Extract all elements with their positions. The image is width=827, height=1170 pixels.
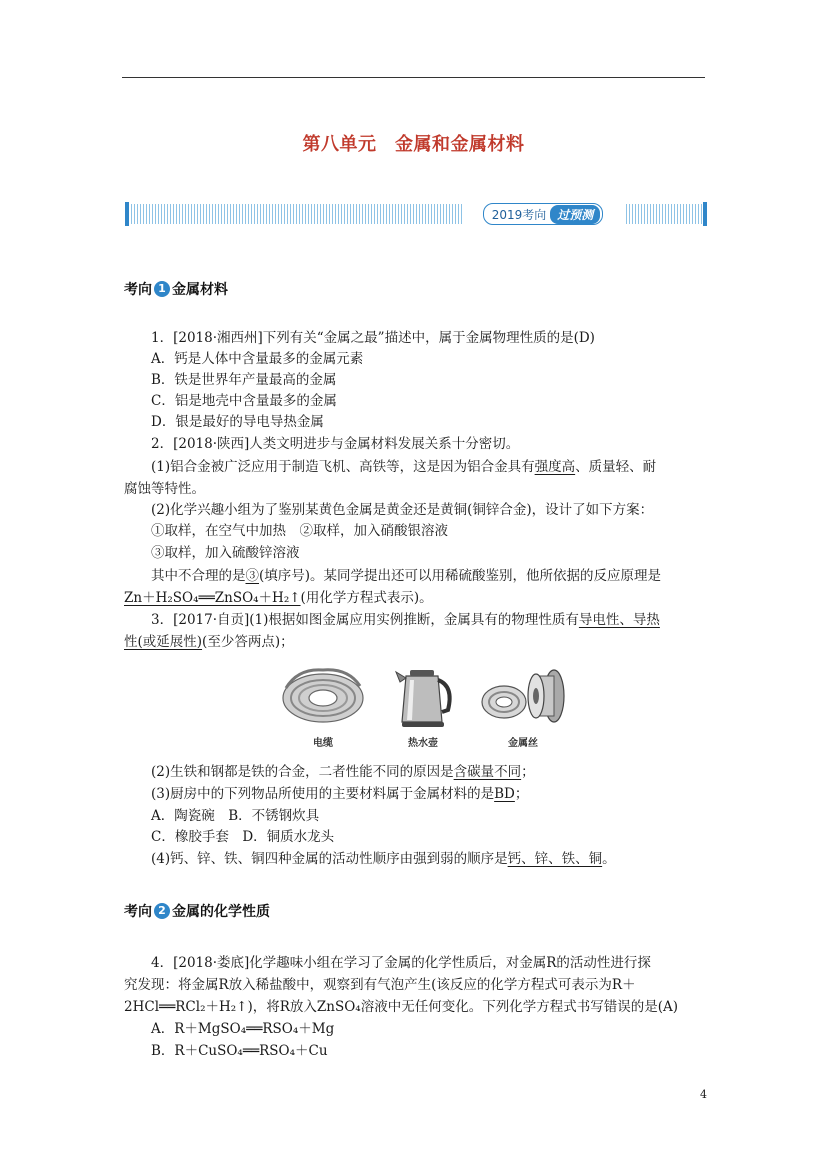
text: 、质量轻、耐 <box>575 459 657 475</box>
question-2-part-2: (2)化学兴趣小组为了鉴别某黄色金属是黄金还是黄铜(铜锌合金)，设计了如下方案： <box>151 502 654 518</box>
section-banner <box>125 202 707 226</box>
banner-cap-right <box>703 202 707 226</box>
answer-blank: 强度高 <box>534 459 576 475</box>
text: (3)厨房中的下列物品所使用的主要材料属于金属材料的是 <box>151 786 495 802</box>
text: (4)钙、锌、铁、铜四种金属的活动性顺序由强到弱的顺序是 <box>151 851 508 867</box>
figure-caption: 金属丝 <box>508 738 538 749</box>
metal-application-figures <box>278 662 568 748</box>
banner-center <box>462 202 624 226</box>
text: ； <box>514 786 529 802</box>
question-3-part-3 <box>124 784 706 805</box>
question-2-stem: 2．[2018·陕西]人类文明进步与金属材料发展关系十分密切。 <box>151 436 520 452</box>
figure-caption: 电缆 <box>313 738 333 749</box>
option-c: C．铝是地壳中含量最多的金属 <box>151 393 337 409</box>
cable-figure <box>278 662 368 749</box>
text: (填序号)。某同学提出还可以用稀硫酸鉴别，他所依据的反应原理是 <box>259 568 662 584</box>
answer-blank: Zn＋H₂SO₄══ZnSO₄＋H₂↑ <box>124 590 301 606</box>
section-title: 金属材料 <box>172 282 228 298</box>
question-2-options-2: ③取样，加入硫酸锌溶液 <box>151 545 300 561</box>
section-prefix: 考向 <box>124 904 152 920</box>
question-4-option-b: B．R＋CuSO₄══RSO₄＋Cu <box>151 1043 328 1059</box>
question-2-part-1-cont: 腐蚀等特性。 <box>124 481 205 497</box>
banner-text: 2019考向 <box>491 207 547 222</box>
answer-blank: 性(或延展性) <box>124 634 203 650</box>
question-4-option-a: A．R＋MgSO₄══RSO₄＋Mg <box>151 1021 335 1037</box>
question-2-options-1: ①取样，在空气中加热 ②取样，加入硝酸银溶液 <box>151 523 448 539</box>
option-b: B．铁是世界年产量最高的金属 <box>151 372 337 388</box>
question-3-part-4 <box>124 849 706 870</box>
text: 。 <box>602 851 616 867</box>
banner-pill <box>483 203 604 225</box>
question-2-part-1 <box>124 457 706 478</box>
section-prefix: 考向 <box>124 282 152 298</box>
question-4-stem: 4．[2018·娄底]化学趣味小组在学习了金属的化学性质后，对金属R的活动性进行探 <box>151 955 651 971</box>
question-3-options-1: A．陶瓷碗 B．不锈钢炊具 <box>151 808 320 824</box>
page-number: 4 <box>700 1088 707 1101</box>
banner-cap-left <box>125 202 129 226</box>
question-2-follow-up <box>124 566 706 587</box>
answer-blank: 钙、锌、铁、铜 <box>507 851 603 867</box>
wire-figure <box>478 662 574 749</box>
answer-blank: 导电性、导热 <box>578 612 660 628</box>
question-3-stem <box>124 610 706 631</box>
header-rule <box>122 77 705 78</box>
text: (1)铝合金被广泛应用于制造飞机、高铁等，这是因为铝合金具有 <box>151 459 535 475</box>
answer-blank: 含碳量不同 <box>453 764 522 780</box>
cable-icon <box>278 662 368 728</box>
question-2-equation <box>124 588 706 609</box>
text: (至少答两点)； <box>202 634 294 650</box>
section-heading-1 <box>124 279 228 299</box>
kettle-figure <box>388 662 458 749</box>
question-4-stem-cont-1: 究发现：将金属R放入稀盐酸中，观察到有气泡产生(该反应的化学方程式可表示为R＋ <box>124 977 636 993</box>
question-1-stem: 1．[2018·湘西州]下列有关“金属之最”描述中，属于金属物理性质的是(D) <box>151 330 595 346</box>
text: 其中不合理的是 <box>151 568 246 584</box>
figure-caption: 热水壶 <box>408 738 438 749</box>
answer-blank: ③ <box>245 568 259 584</box>
question-4-stem-cont-2: 2HCl══RCl₂＋H₂↑)，将R放入ZnSO₄溶液中无任何变化。下列化学方程式书写错误的是(A) <box>124 999 679 1015</box>
banner-tag: 过预测 <box>550 205 600 224</box>
section-number-badge: 2 <box>154 903 170 919</box>
section-title: 金属的化学性质 <box>172 904 270 920</box>
option-a: A．钙是人体中含量最多的金属元素 <box>151 351 364 367</box>
answer-blank: BD <box>494 786 515 802</box>
option-d: D．银是最好的导电导热金属 <box>151 414 324 430</box>
question-3-options-2: C．橡胶手套 D．铜质水龙头 <box>151 829 335 845</box>
page-title: 第八单元 金属和金属材料 <box>302 134 525 155</box>
text: 3．[2017·自贡](1)根据如图金属应用实例推断，金属具有的物理性质有 <box>151 612 579 628</box>
section-heading-2 <box>124 901 270 921</box>
question-3-stem-cont <box>124 632 706 653</box>
kettle-icon <box>388 662 458 728</box>
text: (用化学方程式表示)。 <box>300 590 433 606</box>
text: (2)生铁和钢都是铁的合金，二者性能不同的原因是 <box>151 764 454 780</box>
wire-spool-icon <box>478 662 574 728</box>
text: ； <box>521 764 535 780</box>
question-3-part-2 <box>124 762 706 783</box>
section-number-badge: 1 <box>154 281 170 297</box>
